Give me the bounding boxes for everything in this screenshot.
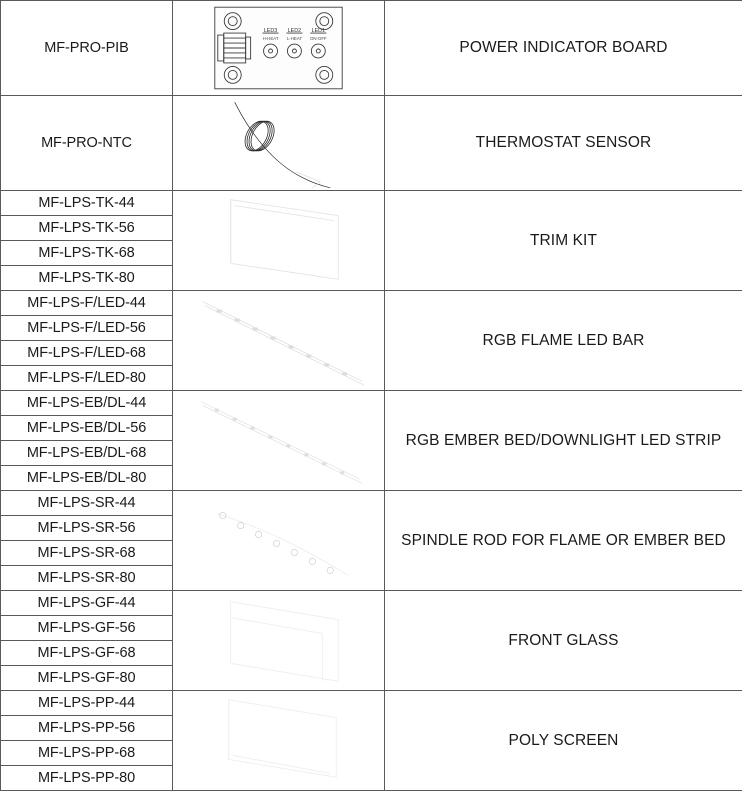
part-number-cell: MF-LPS-GF-68 — [1, 641, 173, 666]
description-cell: RGB FLAME LED BAR — [385, 291, 742, 391]
part-number-cell: MF-LPS-TK-68 — [1, 241, 173, 266]
description-cell: POLY SCREEN — [385, 691, 742, 791]
part-number-cell: MF-LPS-GF-80 — [1, 666, 173, 691]
poly-screen-figure — [173, 691, 384, 790]
part-number-cell: MF-LPS-PP-44 — [1, 691, 173, 716]
description-cell: POWER INDICATOR BOARD — [385, 1, 742, 96]
part-number-cell: MF-LPS-TK-56 — [1, 216, 173, 241]
part-number-cell: MF-LPS-PP-68 — [1, 741, 173, 766]
description-cell: THERMOSTAT SENSOR — [385, 96, 742, 191]
part-number-cell: MF-LPS-F/LED-80 — [1, 366, 173, 391]
product-image-cell — [173, 96, 385, 191]
led1-function-label: ON-OFF — [310, 36, 327, 41]
table-row — [1, 191, 742, 216]
table-row — [1, 1, 742, 96]
table-row — [1, 591, 742, 616]
part-number-cell: MF-LPS-SR-44 — [1, 491, 173, 516]
led1-label: LED1 — [312, 28, 325, 34]
description-cell: TRIM KIT — [385, 191, 742, 291]
trim-kit-figure — [173, 191, 384, 290]
led2-label: LED2 — [288, 28, 301, 34]
part-number-cell: MF-LPS-SR-80 — [1, 566, 173, 591]
thermostat-sensor-figure — [173, 96, 384, 190]
rgb-flame-led-bar-figure — [173, 291, 384, 390]
part-number-cell: MF-PRO-NTC — [1, 96, 173, 191]
table-row — [1, 391, 742, 416]
part-number-cell: MF-LPS-TK-44 — [1, 191, 173, 216]
product-image-cell — [173, 1, 385, 96]
description-cell: FRONT GLASS — [385, 591, 742, 691]
part-number-cell: MF-PRO-PIB — [1, 1, 173, 96]
table-row — [1, 96, 742, 191]
table-row — [1, 491, 742, 516]
part-number-cell: MF-LPS-SR-56 — [1, 516, 173, 541]
part-number-cell: MF-LPS-F/LED-68 — [1, 341, 173, 366]
part-number-cell: MF-LPS-F/LED-44 — [1, 291, 173, 316]
part-number-cell: MF-LPS-GF-44 — [1, 591, 173, 616]
product-image-cell — [173, 491, 385, 591]
part-number-cell: MF-LPS-PP-80 — [1, 766, 173, 791]
product-image-cell — [173, 191, 385, 291]
rgb-ember-bed-downlight-led-strip-figure — [173, 391, 384, 490]
product-image-cell — [173, 691, 385, 791]
description-cell: RGB EMBER BED/DOWNLIGHT LED STRIP — [385, 391, 742, 491]
product-image-cell — [173, 391, 385, 491]
product-image-cell — [173, 591, 385, 691]
part-number-cell: MF-LPS-PP-56 — [1, 716, 173, 741]
part-number-cell: MF-LPS-EB/DL-44 — [1, 391, 173, 416]
led3-function-label: H-HEAT — [263, 36, 279, 41]
table-row — [1, 291, 742, 316]
description-cell: SPINDLE ROD FOR FLAME OR EMBER BED — [385, 491, 742, 591]
spindle-rod-figure — [173, 491, 384, 590]
part-number-cell: MF-LPS-EB/DL-56 — [1, 416, 173, 441]
part-number-cell: MF-LPS-EB/DL-68 — [1, 441, 173, 466]
part-number-cell: MF-LPS-SR-68 — [1, 541, 173, 566]
part-number-cell: MF-LPS-F/LED-56 — [1, 316, 173, 341]
part-number-cell: MF-LPS-TK-80 — [1, 266, 173, 291]
power-indicator-board-figure — [173, 1, 384, 95]
part-number-cell: MF-LPS-EB/DL-80 — [1, 466, 173, 491]
led3-label: LED3 — [264, 28, 277, 34]
led2-function-label: L-HEAT — [287, 36, 303, 41]
product-image-cell — [173, 291, 385, 391]
front-glass-figure — [173, 591, 384, 690]
part-number-cell: MF-LPS-GF-56 — [1, 616, 173, 641]
table-row — [1, 691, 742, 716]
